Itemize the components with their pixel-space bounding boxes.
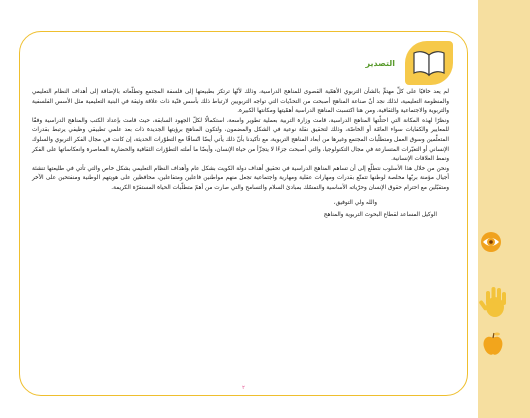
page-number: ٢	[242, 385, 245, 391]
signature: الوكيل المساعد لقطاع البحوث التربوية والمناهج	[323, 212, 437, 219]
handprint-icon	[478, 283, 512, 325]
preface-header	[366, 40, 454, 86]
open-book-icon	[405, 41, 453, 85]
apple-icon	[482, 331, 504, 361]
paragraph: لم يعد خافيًا على كلِّ مهتمٍّ بالشأن التربوي الأهمّية القصوى للمناهج الدراسية، وذلك لأنّها ترتكز بطبيعتها إلى فلسفة المجتمع وتطلّعاته بالإضافة إلى أهداف النظام التعليمي والمنظومة التعليمية، لذلك نجد أنّ صناعة المناهج أصبحت من التحدّيات التي تواجه التربويين لارتباط ذلك بأسس فنّية ذات علاقة وثيقة في البنية التعليمية مثل الأسس الفلسفية والتربوية والاجتماعية والثقافية، ومن هنا اكتسبت المناهج الدراسية أهمّيتها ومكانتها الكبيرة.	[32, 89, 449, 115]
preface-card	[19, 31, 468, 396]
preface-body	[32, 88, 449, 221]
eye-icon	[480, 231, 502, 257]
page-title: التصدير	[365, 58, 395, 68]
closing-line: والله ولي التوفيق،	[333, 199, 377, 206]
paragraph: ونظرًا لهذه المكانة التي احتلّتها المناهج الدراسية، قامت وزارة التربية بعملية تطوير واسعة، استكمالًا لكلّ الجهود السابقة، حيث قامت بإعداد الكتب والمناهج الدراسية وفقًا للمعايير والكفايات سواء العامّة أو الخاصّة، وذلك لتحقيق نقلة نوعية في الشكل والمضمون، ولتكون المناهج برؤيتها الجديدة ذات بعد علمي تطبيقي وظيفي يرتبط بقدرات المتعلّمين وسوق العمل ومتطلّبات المجتمع وغيرها من أبعاد المناهج التربوية، مع تأكيدنا بأنّ ذلك يأتي أيضًا اتّساقًا مع التطوّرات الحديثة، إن كانت في مجال الفكر التربوي والسلوك الإنساني أو التغيّرات المتسارعة في مجال التكنولوجيا، والتي أصبحت جزءًا لا يتجزّأ من حياة الإنسان، وأيضًا ما أملته التطوّرات الثقافية والحضارية المعاصرة وانعكاساتها على الفكر ونمط العلاقات الإنسانية.	[32, 117, 449, 163]
paragraph: ونحن من خلال هذا الأسلوب نتطلّع إلى أن تساهم المناهج الدراسية في تحقيق أهداف دولة الكويت بشكل عام وأهداف النظام التعليمي بشكل خاص والتي تأتي في طليعتها تنشئة أجيال مؤمنة بربّها مخلصة لوطنها تتمتّع بقدرات ومهارات عقلية ومهارية واجتماعية تجعل منهم مواطنين فاعلين ومتفاعلين، محافظين على هويتهم الوطنية ومنفتحين على الآخر ومتقبّلين مع احترام حقوق الإنسان وحرّياته الأساسية والتمسّك بمبادئ السلام والتسامح والتي صارت من أهمّ متطلّبات الحياة المستقرّة الكريمة.	[32, 165, 449, 191]
